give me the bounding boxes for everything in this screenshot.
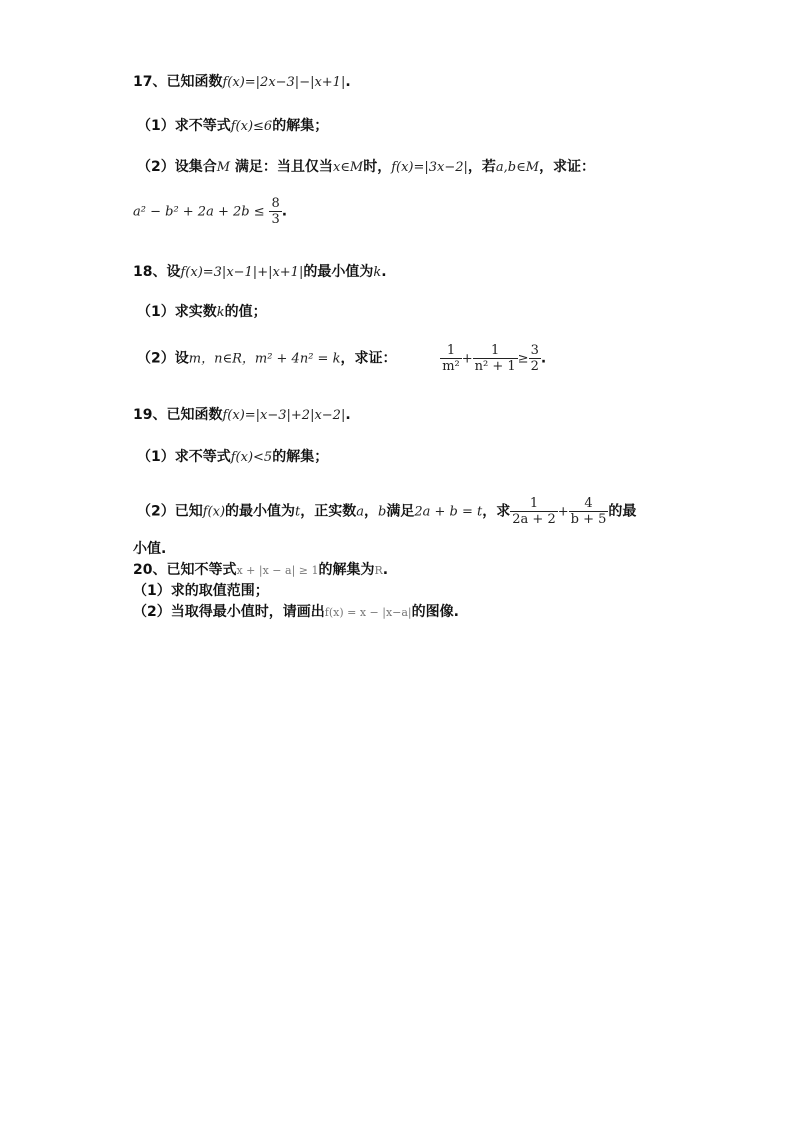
q20-part2-formula: f(x) = x − |x−a|	[324, 606, 412, 619]
fraction-denominator: 2	[530, 359, 539, 374]
q17-part2	[137, 158, 595, 177]
fraction-denominator: 2a + 2	[512, 512, 556, 527]
q18-stem-end: .	[381, 264, 387, 280]
q18-part2-end: .	[540, 350, 547, 367]
q18-part2	[137, 343, 546, 374]
q18-stem	[133, 263, 387, 282]
q17-stem	[133, 73, 351, 92]
q20-part2	[133, 603, 459, 622]
q17-part2-formula: f(x)=|3x−2|	[391, 160, 468, 175]
q19-part2-text1: 的最小值为	[225, 503, 296, 520]
q19-part2-a: a	[356, 504, 365, 520]
plus-sign: +	[557, 504, 569, 520]
q19-fraction-2	[569, 496, 609, 527]
q18-stem-var: k	[373, 265, 382, 280]
q20-stem-end: .	[382, 562, 389, 578]
q18-stem-formula: f(x)=3|x−1|+|x+1|	[180, 265, 304, 280]
q17-part1-formula: f(x)≤6	[230, 119, 273, 134]
q20-stem-formula: x + |x − a| ≥ 1	[236, 564, 319, 577]
fraction-numerator: 3	[530, 343, 539, 358]
q17-part1-prefix: （1）求不等式	[137, 118, 231, 134]
q17-part1	[137, 117, 328, 136]
q17-part2-text4: ，求证：	[539, 159, 596, 175]
q19-part2-fx: f(x)	[202, 504, 226, 520]
q18-part2-prefix: （2）设	[137, 350, 189, 367]
q20-part1	[133, 582, 269, 600]
q17-inequality	[133, 196, 287, 227]
q18-fraction-2	[473, 343, 518, 374]
fraction-denominator: 3	[271, 212, 280, 227]
q19-part1-formula: f(x)<5	[230, 450, 273, 465]
q19-stem-prefix: 19、已知函数	[133, 407, 223, 423]
plus-sign: +	[461, 351, 473, 367]
q20-part2-prefix: （2）当取得最小值时，请画出	[133, 604, 325, 620]
q18-part1-var: k	[216, 305, 225, 320]
fraction-denominator: n² + 1	[474, 359, 516, 374]
q17-inequality-left: a² − b² + 2a + 2b ≤	[133, 204, 265, 220]
q19-part2-text2: ，正实数	[300, 503, 357, 520]
q19-stem	[133, 406, 351, 425]
q19-part2-text5: 的最	[608, 503, 637, 520]
q20-stem-prefix: 20、已知不等式	[133, 562, 237, 578]
fraction-numerator: 1	[491, 343, 500, 358]
q19-stem-formula: f(x)=|x−3|+2|x−2|	[222, 408, 346, 423]
q20-stem	[133, 561, 388, 580]
q19-fraction-1	[510, 496, 557, 527]
q19-part2-sep: ，	[364, 503, 379, 520]
q18-stem-prefix: 18、设	[133, 264, 181, 280]
q19-part2-text4: ，求	[482, 503, 511, 520]
q18-part1-prefix: （1）求实数	[137, 304, 217, 320]
q19-part1-suffix: 的解集；	[272, 449, 329, 465]
q17-stem-end: .	[345, 74, 351, 90]
q17-inequality-fraction	[269, 196, 281, 227]
q19-part2-wrap-text: 小值.	[133, 541, 167, 557]
q17-part2-cond: x∈M	[332, 160, 364, 175]
q17-part2-text1: 满足：当且仅当	[230, 159, 333, 175]
fraction-denominator: b + 5	[570, 512, 607, 527]
fraction-numerator: 8	[271, 196, 280, 211]
q18-fraction-1	[440, 343, 462, 374]
q19-part2-text3: 满足	[386, 503, 415, 520]
q19-part1	[137, 448, 328, 467]
q17-inequality-end: .	[281, 203, 288, 220]
q18-fraction-3	[529, 343, 541, 374]
q18-part1-suffix: 的值；	[224, 304, 267, 320]
q17-part2-set: M	[216, 160, 231, 175]
q20-stem-text: 的解集为	[318, 562, 375, 578]
q19-part2-wrap	[133, 540, 166, 558]
fraction-denominator: m²	[442, 359, 460, 374]
q19-part2	[137, 496, 636, 527]
q17-part1-suffix: 的解集；	[272, 118, 329, 134]
q19-part2-cond: 2a + b = t	[414, 504, 483, 520]
q19-part2-prefix: （2）已知	[137, 503, 203, 520]
q20-part1-text: （1）求的取值范围；	[133, 583, 269, 599]
q17-part2-ab: a,b∈M	[495, 160, 540, 175]
q18-part2-text: ，求证：	[340, 350, 397, 367]
fraction-numerator: 1	[529, 496, 539, 511]
q20-stem-set: R	[374, 564, 383, 577]
q18-part1	[137, 303, 267, 322]
q20-part2-suffix: 的图像.	[411, 604, 459, 620]
q19-stem-end: .	[345, 407, 351, 423]
fraction-numerator: 1	[446, 343, 456, 358]
q17-stem-prefix: 17、已知函数	[133, 74, 223, 90]
q18-part2-vars: m，n∈R，m² + 4n² = k	[188, 351, 341, 367]
q19-part2-t: t	[295, 504, 301, 520]
geq-sign: ≥	[517, 351, 529, 367]
fraction-numerator: 4	[584, 496, 593, 511]
q18-stem-text: 的最小值为	[303, 264, 374, 280]
q19-part2-b: b	[378, 504, 387, 520]
q17-part2-prefix: （2）设集合	[137, 159, 217, 175]
q17-stem-formula: f(x)=|2x−3|−|x+1|	[222, 75, 346, 90]
q17-part2-text3: ，若	[467, 159, 496, 175]
q19-part1-prefix: （1）求不等式	[137, 449, 231, 465]
q17-part2-text2: 时，	[363, 159, 392, 175]
